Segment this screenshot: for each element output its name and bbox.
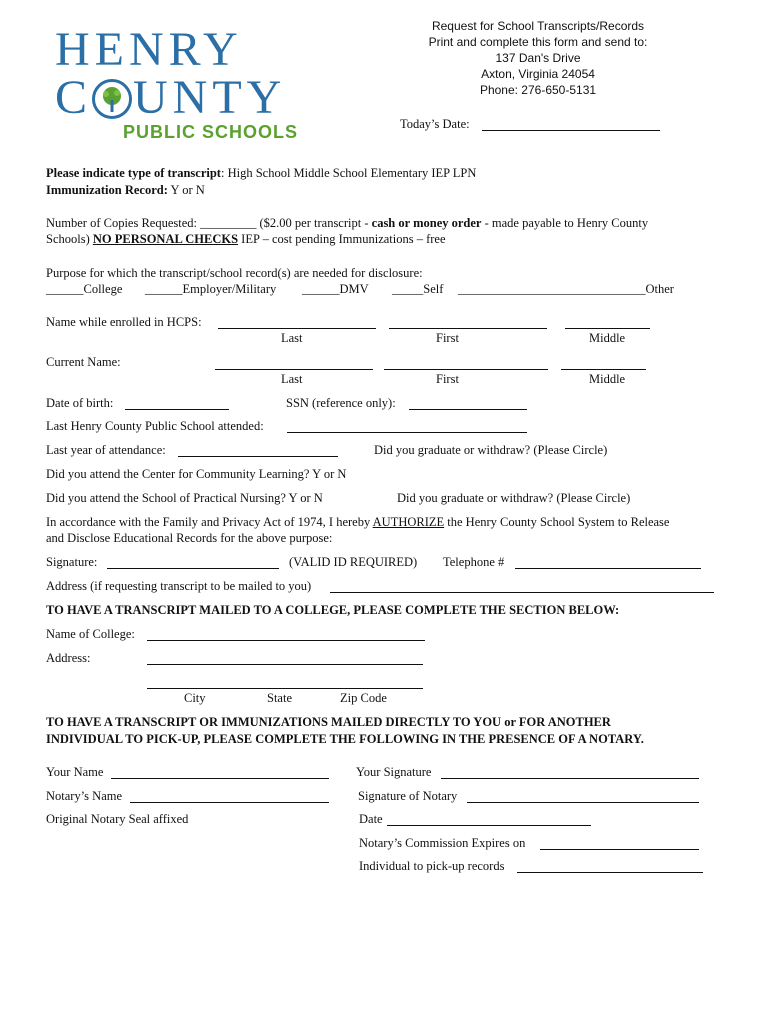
last-school-field[interactable] — [287, 432, 527, 433]
ssn-label: SSN (reference only): — [286, 396, 396, 410]
authorize-word: AUTHORIZE — [372, 515, 445, 529]
current-last-field[interactable] — [215, 369, 373, 370]
signature-field[interactable] — [107, 568, 279, 569]
current-name-label: Current Name: — [46, 355, 121, 369]
immunization-options[interactable]: Y or N — [167, 183, 205, 197]
current-first-caption: First — [436, 372, 459, 386]
ferpa-line-1 — [46, 515, 669, 530]
no-personal-checks: NO PERSONAL CHECKS — [92, 232, 239, 246]
transcript-type-options[interactable]: : High School Middle School Elementary IEP LPN — [220, 166, 477, 180]
college-name-field[interactable] — [147, 640, 425, 641]
current-last-caption: Last — [281, 372, 303, 386]
your-name-label: Your Name — [46, 765, 104, 779]
form-instruction: Print and complete this form and send to: — [428, 35, 648, 49]
purpose-self[interactable]: _____Self — [392, 282, 444, 296]
ferpa-text-a: In accordance with the Family and Privacy Act of 1974, I hereby — [46, 515, 373, 529]
copies-text-b: - made payable to Henry County — [481, 216, 649, 230]
enrolled-first-field[interactable] — [389, 328, 547, 329]
logo-word-c: C — [55, 71, 93, 124]
commission-label: Notary’s Commission Expires on — [359, 836, 526, 850]
enrolled-name-label: Name while enrolled in HCPS: — [46, 315, 202, 329]
college-address-label: Address: — [46, 651, 91, 665]
enrolled-middle-field[interactable] — [565, 328, 650, 329]
purpose-college[interactable]: ______College — [46, 282, 123, 296]
dob-label: Date of birth: — [46, 396, 114, 410]
enrolled-last-field[interactable] — [218, 328, 376, 329]
notary-date-label: Date — [359, 812, 383, 826]
commission-field[interactable] — [540, 849, 699, 850]
current-middle-field[interactable] — [561, 369, 646, 370]
notary-signature-field[interactable] — [467, 802, 699, 803]
immunization-row — [46, 183, 205, 198]
copies-line-1 — [46, 216, 648, 231]
ssn-field[interactable] — [409, 409, 527, 410]
your-name-field[interactable] — [111, 778, 329, 779]
ccl-question[interactable]: Did you attend the Center for Community Learning? Y or N — [46, 467, 347, 481]
todays-date-label: Today’s Date: — [400, 117, 470, 131]
copies-payment-method: cash or money order — [371, 216, 482, 230]
tree-emblem-icon — [92, 79, 132, 119]
purpose-employer[interactable]: ______Employer/Military — [145, 282, 277, 296]
pickup-field[interactable] — [517, 872, 703, 873]
copies-text-d: IEP – cost pending Immunizations – free — [238, 232, 446, 246]
notary-heading-line-1: TO HAVE A TRANSCRIPT OR IMMUNIZATIONS MAILED DIRECTLY TO YOU or FOR ANOTHER — [46, 715, 611, 729]
copies-line-2 — [46, 232, 446, 247]
notary-heading-line-2: INDIVIDUAL TO PICK-UP, PLEASE COMPLETE THE FOLLOWING IN THE PRESENCE OF A NOTARY. — [46, 732, 644, 746]
notary-name-field[interactable] — [130, 802, 329, 803]
logo-word-henry: HENRY — [55, 23, 243, 76]
address-label: Address (if requesting transcript to be mailed to you) — [46, 579, 312, 593]
todays-date-field[interactable] — [482, 130, 660, 131]
enrolled-first-caption: First — [436, 331, 459, 345]
notary-name-label: Notary’s Name — [46, 789, 123, 803]
dob-field[interactable] — [125, 409, 229, 410]
college-section-heading: TO HAVE A TRANSCRIPT MAILED TO A COLLEGE, PLEASE COMPLETE THE SECTION BELOW: — [46, 603, 620, 617]
logo-public-schools: PUBLIC SCHOOLS — [123, 122, 299, 142]
mail-phone: Phone: 276-650-5131 — [479, 83, 597, 97]
notary-date-field[interactable] — [387, 825, 591, 826]
college-city-caption: City — [184, 691, 206, 705]
college-zip-caption: Zip Code — [340, 691, 387, 705]
immunization-label: Immunization Record: — [46, 183, 168, 197]
purpose-label: Purpose for which the transcript/school record(s) are needed for disclosure: — [46, 266, 423, 280]
spn-question[interactable]: Did you attend the School of Practical Nursing? Y or N — [46, 491, 323, 505]
last-year-label: Last year of attendance: — [46, 443, 166, 457]
mail-street: 137 Dan's Drive — [495, 51, 581, 65]
notary-seal-label: Original Notary Seal affixed — [46, 812, 189, 826]
your-signature-field[interactable] — [441, 778, 699, 779]
college-address-field-1[interactable] — [147, 664, 423, 665]
last-school-label: Last Henry County Public School attended: — [46, 419, 264, 433]
college-name-label: Name of College: — [46, 627, 135, 641]
copies-text-a: Number of Copies Requested: _________ ($2.00 per transcript - — [46, 216, 372, 230]
form-title: Request for School Transcripts/Records — [431, 19, 645, 33]
current-middle-caption: Middle — [589, 372, 626, 386]
transcript-type-row — [46, 166, 476, 181]
current-first-field[interactable] — [384, 369, 548, 370]
header-block — [388, 18, 688, 98]
signature-label: Signature: — [46, 555, 98, 569]
address-field[interactable] — [330, 592, 714, 593]
logo-word-unty: UNTY — [133, 71, 287, 124]
notary-signature-label: Signature of Notary — [358, 789, 458, 803]
college-state-caption: State — [267, 691, 292, 705]
college-address-field-2[interactable] — [147, 688, 423, 689]
enrolled-last-caption: Last — [281, 331, 303, 345]
your-signature-label: Your Signature — [356, 765, 432, 779]
graduate-question-1[interactable]: Did you graduate or withdraw? (Please Circle) — [374, 443, 608, 457]
ferpa-line-2: and Disclose Educational Records for the above purpose: — [46, 531, 333, 545]
ferpa-text-b: the Henry County School System to Release — [444, 515, 670, 529]
telephone-label: Telephone # — [443, 555, 505, 569]
enrolled-middle-caption: Middle — [589, 331, 626, 345]
telephone-field[interactable] — [515, 568, 701, 569]
valid-id-note: (VALID ID REQUIRED) — [289, 555, 418, 569]
pickup-label: Individual to pick-up records — [359, 859, 505, 873]
purpose-dmv[interactable]: ______DMV — [302, 282, 369, 296]
graduate-question-2[interactable]: Did you graduate or withdraw? (Please Circle) — [397, 491, 631, 505]
mail-city: Axton, Virginia 24054 — [481, 67, 595, 81]
last-year-field[interactable] — [178, 456, 338, 457]
transcript-type-label: Please indicate type of transcript — [46, 166, 221, 180]
purpose-other[interactable]: ______________________________Other — [458, 282, 674, 296]
copies-text-c: Schools) — [46, 232, 93, 246]
